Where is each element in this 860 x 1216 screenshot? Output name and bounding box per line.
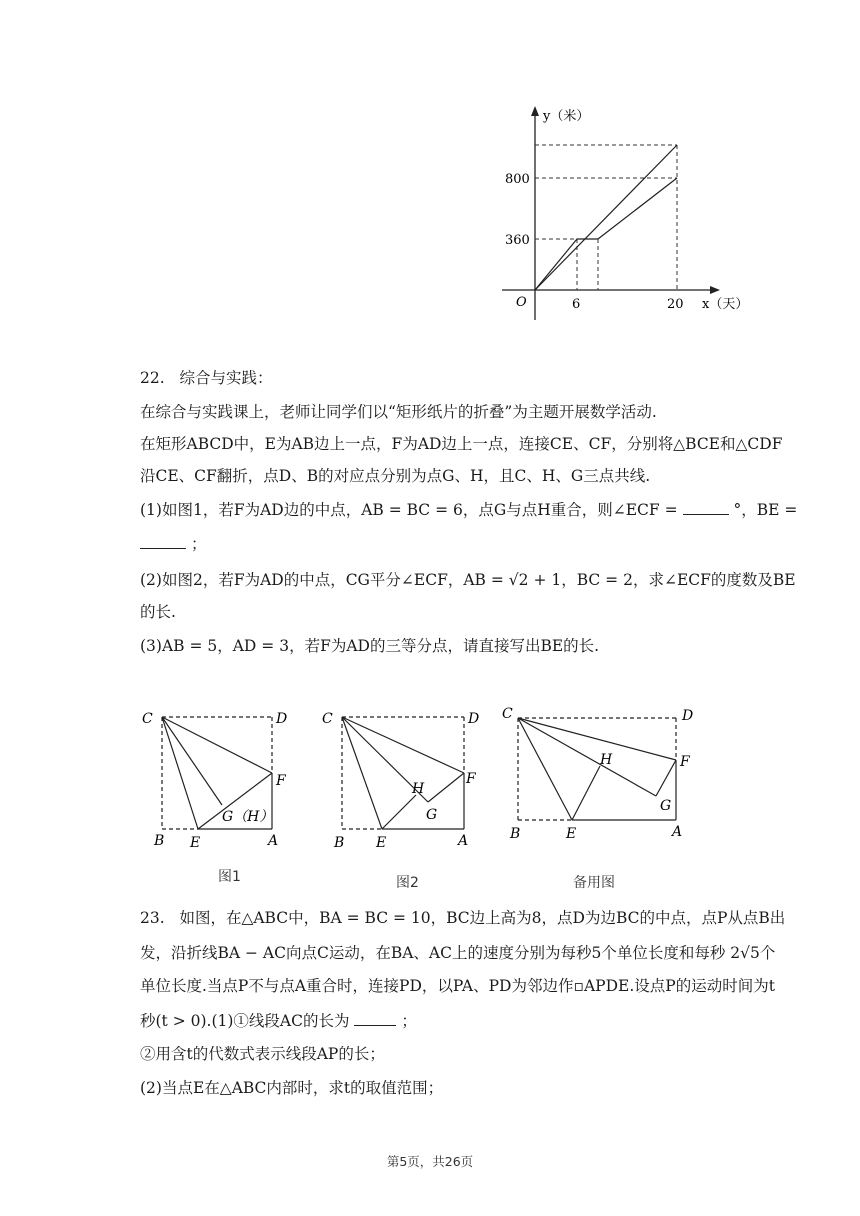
fig3-label-d: D [682, 708, 694, 724]
q23-line-2 [140, 943, 775, 963]
fig2-label-e: E [376, 835, 387, 851]
answer-blank-be[interactable] [140, 548, 186, 549]
fig3-label-e: E [566, 826, 577, 842]
fig3-label-h: H [600, 752, 613, 768]
fig1-label-g: G（H） [222, 809, 274, 825]
fig1-label-a: A [268, 833, 279, 849]
answer-blank-ac[interactable] [354, 1025, 396, 1026]
y-tick-360: 360 [505, 233, 530, 248]
fig1-label-f: F [276, 773, 286, 789]
fig2-label-c: C [322, 711, 333, 727]
fig3-label-f: F [680, 754, 690, 770]
fig3-label-a: A [672, 824, 683, 840]
x-axis-arrow [710, 286, 720, 294]
q22-part1 [140, 500, 797, 520]
q22-part2: (2)如图2，若F为AD的中点，CG平分∠ECF，AB = √2 + 1，BC = 2，求∠ECF的度数及BE [140, 571, 796, 589]
x-axis-label: x（天） [702, 297, 749, 312]
q22-part1-text: (1)如图1，若F为AD边的中点，AB = BC = 6，点G与点H重合，则∠ECF = [140, 501, 678, 519]
fig1-label-e: E [190, 835, 201, 851]
figure-2-caption: 图2 [396, 875, 419, 891]
figure-2 [320, 705, 490, 855]
y-axis-label: y（米） [543, 109, 590, 124]
q23-text-2b: 2√5个 [730, 944, 776, 962]
q22-part1-text-b: °，BE = [733, 501, 798, 519]
q22-number: 22. [140, 369, 165, 387]
q23-text-1: 如图，在△ABC中，BA = BC = 10，BC边上高为8，点D为边BC的中点，点P从点B出 [179, 909, 786, 927]
figure-3 [500, 700, 700, 850]
q23-text-4b: ； [401, 1012, 417, 1030]
figure-1-caption: 图1 [218, 869, 241, 885]
y-tick-800: 800 [505, 172, 530, 187]
q23-line-1 [140, 908, 785, 928]
q22-part1-text-c: ； [190, 535, 207, 553]
fig1-label-b: B [154, 833, 165, 849]
q23-line-3: 单位长度.当点P不与点A重合时，连接PD，以PA、PD为邻边作▫APDE.设点P的运动时间为t [140, 977, 775, 995]
q22-intro: 在综合与实践课上，老师让同学们以“矩形纸片的折叠”为主题开展数学活动. [140, 403, 657, 421]
q22-part2-cont: 的长. [140, 603, 176, 621]
fig1-label-d: D [276, 711, 288, 727]
fig3-label-b: B [510, 826, 521, 842]
q22-part3: (3)AB = 5，AD = 3，若F为AD的三等分点，请直接写出BE的长. [140, 637, 600, 655]
origin-label: O [516, 295, 527, 310]
q23-line-4 [140, 1011, 417, 1031]
q23-line-5: ②用含t的代数式表示线段AP的长； [140, 1045, 385, 1063]
page-footer: 第5页，共26页 [386, 1154, 474, 1169]
q23-number: 23. [140, 909, 165, 927]
figure-3-caption: 备用图 [573, 875, 615, 891]
fig2-label-a: A [458, 833, 469, 849]
q23-text-2: 发，沿折线BA − AC向点C运动，在BA、AC上的速度分别为每秒5个单位长度和每秒 [140, 944, 726, 962]
q22-title: 综合与实践： [179, 369, 273, 387]
x-tick-6: 6 [572, 297, 581, 312]
q23-text-4: 秒(t > 0).(1)①线段AC的长为 [140, 1012, 350, 1030]
y-axis-arrow [531, 106, 539, 116]
q22-setup-1: 在矩形ABCD中，E为AB边上一点，F为AD边上一点，连接CE、CF，分别将△BCE和△CDF [140, 435, 783, 453]
fig1-label-c: C [142, 711, 153, 727]
figure-1 [140, 705, 300, 855]
x-tick-20: 20 [667, 297, 684, 312]
q23-line-6: (2)当点E在△ABC内部时，求t的取值范围； [140, 1079, 444, 1097]
fig2-label-g: G [426, 807, 438, 823]
q22-heading [140, 368, 272, 388]
fig3-label-g: G [660, 798, 672, 814]
fig2-label-b: B [334, 835, 345, 851]
answer-blank-angle[interactable] [683, 514, 729, 515]
series-line-a [535, 178, 677, 290]
fig2-label-d: D [468, 711, 480, 727]
fig2-label-h: H [412, 781, 425, 797]
fig2-label-f: F [466, 771, 476, 787]
distance-time-graph [490, 100, 750, 325]
fig3-label-c: C [502, 706, 513, 722]
series-line-b [535, 145, 677, 290]
q22-setup-2: 沿CE、CF翻折，点D、B的对应点分别为点G、H，且C、H、G三点共线. [140, 467, 651, 485]
q22-part1-cont [140, 534, 206, 554]
